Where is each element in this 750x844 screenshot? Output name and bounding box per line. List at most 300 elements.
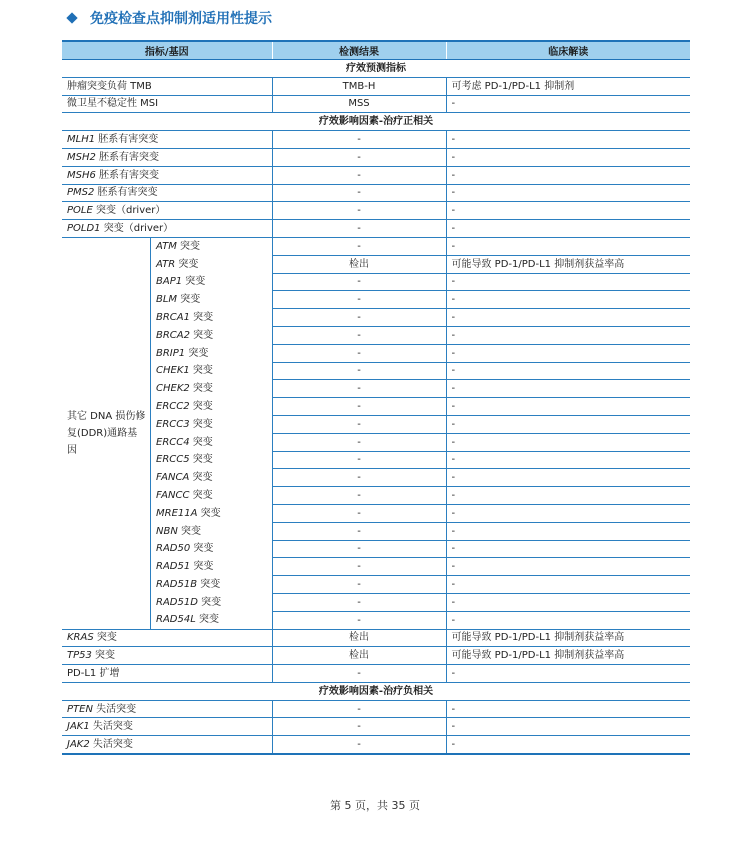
ddr-gene-label [150,522,272,540]
table-row [62,77,690,95]
ddr-gene-label [150,398,272,416]
interpretation-cell: - [446,700,690,718]
interpretation-cell: - [446,718,690,736]
result-cell: - [272,148,446,166]
result-cell: - [272,380,446,398]
table-row [62,202,690,220]
table-row [62,255,690,273]
result-cell: - [272,736,446,754]
gene-suffix: 突变 [189,490,213,502]
interpretation-cell: - [446,380,690,398]
interpretation-cell: - [446,576,690,594]
ddr-gene-text [156,363,213,378]
result-cell: - [272,593,446,611]
ddr-gene-wrap [62,291,272,309]
interpretation-cell: 可能导致 PD-1/PD-L1 抑制剂获益率高 [446,629,690,647]
gene-cell [62,736,272,754]
table-row [62,647,690,665]
ddr-gene-text [156,346,208,361]
interpretation-cell: - [446,344,690,362]
table-row [62,504,690,522]
ddr-gene-text [156,541,213,556]
interpretation-cell: 可能导致 PD-1/PD-L1 抑制剂获益率高 [446,255,690,273]
gene-name: ATM [156,241,177,253]
gene-name: POLD1 [67,223,101,235]
gene-name: FANCC [156,490,190,502]
gene-cell [62,718,272,736]
gene-suffix: 突变 [185,347,209,359]
table-row [62,487,690,505]
ddr-gene-cell [62,469,272,487]
result-cell: - [272,309,446,327]
ddr-gene-label [150,255,272,273]
gene-suffix: 失活突变 [89,721,133,733]
table-row [62,220,690,238]
gene-name: BRIP1 [156,347,186,359]
checkpoint-inhibitor-table [62,40,690,755]
ddr-group-spacer [62,326,150,344]
gene-name: CHEK2 [156,383,190,395]
ddr-gene-text [156,257,198,272]
gene-suffix: 突变 [189,454,213,466]
ddr-group-spacer [62,540,150,558]
ddr-gene-label [150,469,272,487]
header-indicator: 指标/基因 [62,41,272,60]
ddr-gene-text [156,328,213,343]
result-cell: - [272,522,446,540]
table-row [62,131,690,149]
gene-cell [62,700,272,718]
table-row [62,718,690,736]
gene-suffix: 胚系有害突变 [94,187,158,199]
ddr-gene-wrap [62,273,272,291]
interpretation-cell: - [446,309,690,327]
ddr-gene-label [150,309,272,327]
table-row [62,700,690,718]
table-row [62,593,690,611]
ddr-gene-text [156,274,205,289]
table-row [62,540,690,558]
ddr-group-spacer [62,309,150,327]
interpretation-cell: - [446,665,690,683]
interpretation-cell: - [446,398,690,416]
gene-suffix: 失活突变 [92,703,137,715]
gene-name: RAD50 [156,543,191,555]
ddr-group-spacer [62,487,150,505]
gene-suffix: 突变 [177,525,202,537]
interpretation-cell: - [446,736,690,754]
ddr-gene-cell [62,504,272,522]
ddr-gene-cell [62,362,272,380]
interpretation-cell: - [446,504,690,522]
interpretation-cell: - [446,593,690,611]
result-cell: - [272,504,446,522]
ddr-gene-wrap [62,380,272,398]
table-row [62,611,690,629]
gene-suffix: 突变（driver） [92,205,166,217]
gene-name: ERCC3 [156,418,190,430]
ddr-gene-text [156,559,213,574]
ddr-gene-label [150,326,272,344]
ddr-gene-text [156,577,220,592]
interpretation-cell: - [446,326,690,344]
table-row [62,451,690,469]
section-title [68,8,272,28]
ddr-gene-wrap [62,558,272,576]
interpretation-cell: - [446,451,690,469]
interpretation-cell: - [446,611,690,629]
ddr-gene-text [156,595,221,610]
gene-name: PMS2 [67,187,95,199]
ddr-gene-cell [62,326,272,344]
ddr-gene-wrap [62,593,272,611]
ddr-gene-text [156,524,201,539]
gene-cell [62,166,272,184]
table-row [62,736,690,754]
ddr-gene-label [150,273,272,291]
gene-suffix: 胚系有害突变 [95,169,160,181]
gene-suffix: 突变 [189,472,213,484]
table-row [62,665,690,683]
ddr-gene-label [150,576,272,594]
gene-suffix: PD-L1 扩增 [67,667,120,679]
gene-name: POLE [67,205,93,217]
result-cell: - [272,184,446,202]
result-cell: - [272,273,446,291]
interpretation-cell: - [446,273,690,291]
header-interpretation: 临床解读 [446,41,690,60]
result-cell: - [272,362,446,380]
result-cell: TMB-H [272,77,446,95]
ddr-group-spacer [62,291,150,309]
table-row [62,344,690,362]
section-negative-label: 疗效影响因素-治疗负相关 [62,682,690,700]
gene-suffix: 突变 [93,632,117,644]
result-cell: - [272,611,446,629]
gene-suffix: 突变 [195,614,219,626]
result-cell: - [272,700,446,718]
section-positive-label: 疗效影响因素-治疗正相关 [62,113,690,131]
table-row [62,291,690,309]
result-cell: - [272,433,446,451]
ddr-gene-wrap [62,344,272,362]
ddr-gene-text [156,452,213,467]
ddr-group-spacer [62,558,150,576]
ddr-gene-label [150,362,272,380]
result-cell: - [272,718,446,736]
gene-suffix: 突变 [197,507,221,519]
ddr-gene-label [150,415,272,433]
section-efficacy-label: 疗效预测指标 [62,60,690,78]
ddr-gene-text [156,612,219,627]
interpretation-cell: - [446,469,690,487]
gene-suffix: 突变 [189,436,213,448]
ddr-group-spacer [62,576,150,594]
ddr-gene-cell [62,309,272,327]
ddr-gene-wrap [62,576,272,594]
gene-cell [62,220,272,238]
ddr-group-spacer [62,380,150,398]
indicator-cell: 肿瘤突变负荷 TMB [62,77,272,95]
interpretation-cell: - [446,166,690,184]
interpretation-cell: - [446,487,690,505]
table-row [62,433,690,451]
ddr-group-spacer [62,522,150,540]
ddr-group-spacer [62,344,150,362]
result-cell: 检出 [272,629,446,647]
gene-name: ERCC4 [156,436,190,448]
ddr-group-spacer [62,238,150,255]
gene-suffix: 突变 [189,401,213,413]
gene-name: ERCC5 [156,454,190,466]
table-row [62,558,690,576]
gene-name: MSH2 [67,151,96,163]
ddr-gene-wrap [62,487,272,505]
ddr-gene-label [150,593,272,611]
gene-name: RAD54L [156,614,196,626]
interpretation-cell: - [446,415,690,433]
interpretation-cell: - [446,95,690,113]
result-cell: - [272,451,446,469]
ddr-gene-wrap [62,540,272,558]
result-cell: - [272,291,446,309]
gene-suffix: 突变 [190,312,214,324]
ddr-gene-cell [62,576,272,594]
interpretation-cell: - [446,202,690,220]
interpretation-cell: - [446,184,690,202]
result-cell: - [272,469,446,487]
gene-cell [62,184,272,202]
table-header-row [62,41,690,60]
ddr-gene-cell [62,291,272,309]
ddr-gene-cell [62,380,272,398]
table-row [62,576,690,594]
ddr-gene-text [156,381,213,396]
result-cell: - [272,326,446,344]
gene-cell [62,647,272,665]
interpretation-cell: - [446,237,690,255]
table-row [62,522,690,540]
gene-name: MLH1 [67,134,96,146]
ddr-gene-wrap [62,255,272,273]
ddr-group-spacer [62,362,150,380]
ddr-gene-label [150,433,272,451]
ddr-gene-label [150,487,272,505]
result-cell: - [272,344,446,362]
gene-cell [62,202,272,220]
ddr-gene-cell [62,344,272,362]
ddr-gene-cell [62,273,272,291]
interpretation-cell: - [446,362,690,380]
gene-name: BAP1 [156,276,183,288]
ddr-gene-label [150,344,272,362]
table-row [62,326,690,344]
ddr-gene-text [156,435,213,450]
ddr-gene-wrap [62,611,272,628]
interpretation-cell: - [446,220,690,238]
diamond-bullet-icon [66,12,77,23]
gene-suffix: 突变（driver） [100,223,174,235]
table-body [62,60,690,755]
ddr-gene-wrap [62,238,272,255]
gene-cell [62,148,272,166]
table-row [62,469,690,487]
interpretation-cell: - [446,131,690,149]
interpretation-cell: - [446,558,690,576]
table-row [62,362,690,380]
table-row [62,398,690,416]
result-cell: - [272,237,446,255]
table-row [62,95,690,113]
ddr-gene-label [150,540,272,558]
table-row [62,237,690,255]
interpretation-cell: 可考虑 PD-1/PD-L1 抑制剂 [446,77,690,95]
header-result: 检测结果 [272,41,446,60]
gene-suffix: 胚系有害突变 [95,151,160,163]
gene-cell [62,629,272,647]
gene-name: KRAS [67,632,94,644]
gene-name: MSH6 [67,169,96,181]
interpretation-cell: - [446,291,690,309]
gene-name: JAK1 [67,721,90,733]
result-cell: - [272,415,446,433]
ddr-group-spacer [62,504,150,522]
page-footer: 第 5 页，共 35 页 [330,799,420,812]
ddr-group-label: 其它 DNA 损伤修复(DDR)通路基因 [67,410,146,456]
gene-cell [62,131,272,149]
table-row [62,380,690,398]
gene-name: RAD51B [156,579,198,590]
gene-suffix: 突变 [190,561,214,573]
ddr-gene-text [156,292,200,307]
interpretation-cell: 可能导致 PD-1/PD-L1 抑制剂获益率高 [446,647,690,665]
section-positive [62,113,690,131]
ddr-gene-text [156,417,213,432]
table-row [62,309,690,327]
result-cell: - [272,398,446,416]
result-cell: - [272,576,446,594]
table-row [62,415,690,433]
ddr-gene-cell [62,611,272,629]
gene-name: JAK2 [67,739,90,751]
ddr-gene-label [150,451,272,469]
table-row [62,273,690,291]
ddr-gene-cell [62,558,272,576]
result-cell: - [272,665,446,683]
result-cell: - [272,540,446,558]
ddr-gene-text [156,239,200,254]
table-row [62,184,690,202]
table-row [62,629,690,647]
result-cell: 检出 [272,647,446,665]
ddr-gene-label [150,291,272,309]
gene-name: TP53 [67,650,92,662]
ddr-gene-wrap [62,326,272,344]
gene-name: CHEK1 [156,365,190,377]
ddr-group-spacer [62,469,150,487]
ddr-gene-wrap [62,469,272,487]
gene-suffix: 突变 [197,596,222,608]
ddr-group-spacer [62,255,150,273]
result-cell: - [272,166,446,184]
ddr-gene-cell [62,593,272,611]
gene-suffix: 突变 [91,650,116,662]
ddr-group-spacer [62,273,150,291]
gene-suffix: 突变 [176,241,201,253]
gene-suffix: 突变 [175,258,199,270]
interpretation-cell: - [446,148,690,166]
gene-suffix: 突变 [182,276,206,288]
gene-suffix: 失活突变 [89,739,133,751]
table-row [62,148,690,166]
gene-name: ERCC2 [156,401,190,413]
ddr-gene-text [156,470,213,485]
ddr-gene-label [150,380,272,398]
section-negative [62,682,690,700]
gene-suffix: 突变 [177,294,201,306]
ddr-gene-label [150,558,272,576]
indicator-cell: 微卫星不稳定性 MSI [62,95,272,113]
interpretation-cell: - [446,522,690,540]
section-title-text: 免疫检查点抑制剂适用性提示 [90,11,272,27]
gene-suffix: 突变 [189,383,213,395]
ddr-gene-wrap [62,504,272,522]
ddr-group-spacer [62,593,150,611]
gene-suffix: 突变 [189,365,213,377]
gene-name: BRCA2 [156,329,190,341]
gene-name: BRCA1 [156,312,190,324]
gene-suffix: 胚系有害突变 [95,134,159,146]
gene-suffix: 突变 [189,418,213,430]
ddr-gene-text [156,310,213,325]
gene-cell [62,665,272,683]
gene-name: RAD51D [156,596,198,608]
result-cell: - [272,131,446,149]
gene-suffix: 突变 [190,329,214,341]
ddr-gene-cell [62,237,272,255]
result-cell: MSS [272,95,446,113]
ddr-gene-text [156,488,213,503]
result-cell: - [272,558,446,576]
gene-suffix: 突变 [190,543,214,555]
ddr-gene-wrap [62,309,272,327]
gene-suffix: 突变 [197,579,221,590]
result-cell: - [272,487,446,505]
ddr-gene-cell [62,522,272,540]
interpretation-cell: - [446,540,690,558]
ddr-group-spacer [62,611,150,628]
result-cell: - [272,220,446,238]
interpretation-cell: - [446,433,690,451]
ddr-gene-cell [62,487,272,505]
result-cell: 检出 [272,255,446,273]
ddr-gene-text [156,506,221,521]
gene-name: ATR [156,258,176,270]
ddr-gene-wrap [62,522,272,540]
gene-name: RAD51 [156,561,191,573]
ddr-gene-text [156,399,213,414]
table-row [62,166,690,184]
ddr-gene-cell [62,540,272,558]
ddr-gene-label [150,611,272,628]
ddr-gene-label [150,238,272,255]
gene-name: BLM [156,294,178,306]
ddr-gene-label [150,504,272,522]
section-efficacy [62,60,690,78]
gene-name: PTEN [67,703,93,715]
result-cell: - [272,202,446,220]
ddr-gene-cell [62,255,272,273]
